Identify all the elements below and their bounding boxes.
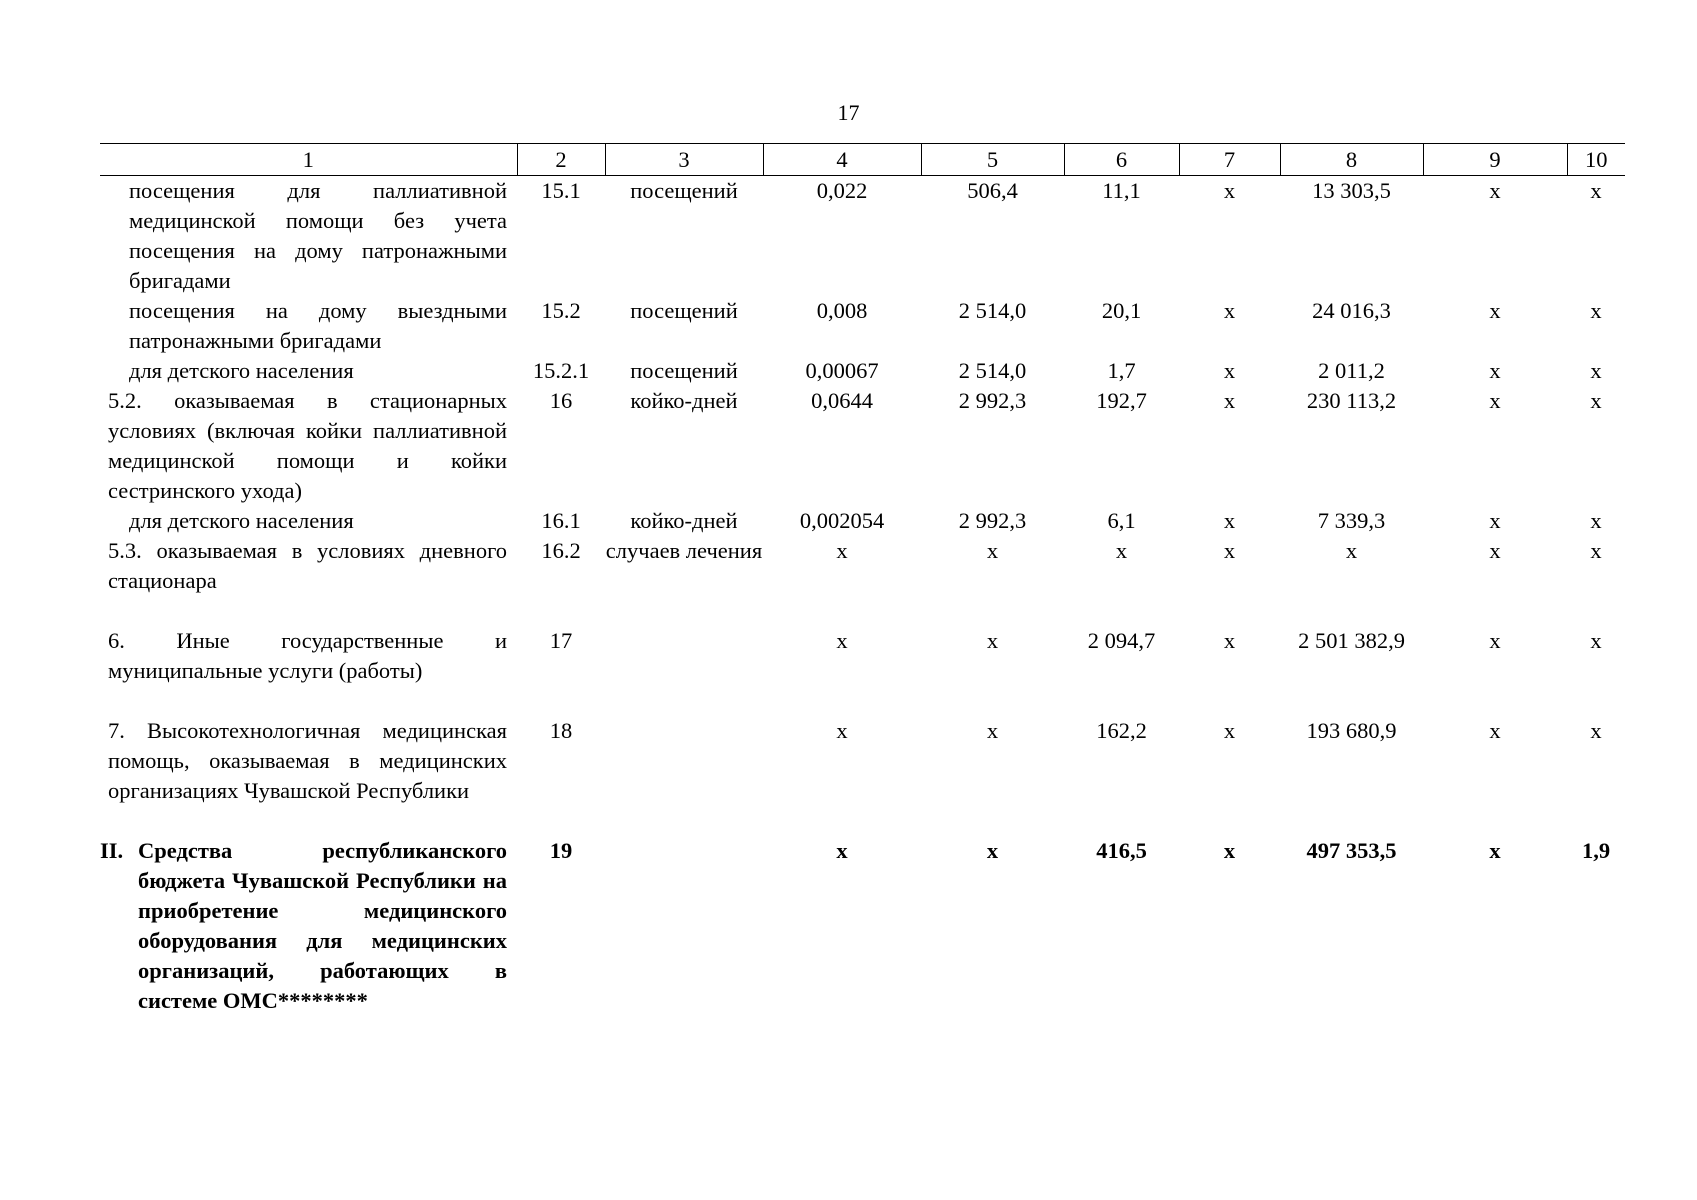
row-col-8: 7 339,3 [1317, 508, 1386, 533]
header-col-4: 4 [763, 144, 921, 176]
table-row-total [100, 836, 1625, 1016]
row-description: 5.3. оказываемая в условиях дневного стационара [108, 538, 507, 593]
row-col-9: х [1489, 508, 1501, 533]
row-unit: койко-дней [630, 388, 738, 413]
row-unit [605, 626, 763, 716]
row-col-6: 192,7 [1096, 388, 1147, 413]
row-col-8: 497 353,5 [1306, 838, 1397, 863]
row-line-number: 16.1 [541, 508, 581, 533]
row-unit [605, 716, 763, 836]
row-col-9: х [1489, 178, 1501, 203]
row-col-7: х [1223, 538, 1236, 563]
row-line-number: 18 [549, 718, 573, 743]
row-col-5: 2 514,0 [958, 298, 1027, 323]
row-col-8: 2 501 382,9 [1298, 628, 1405, 653]
row-col-7: х [1223, 838, 1236, 863]
row-col-6: 11,1 [1102, 178, 1141, 203]
row-unit: посещений [630, 298, 738, 323]
row-col-8: х [1345, 538, 1358, 563]
row-col-6: 162,2 [1096, 718, 1147, 743]
row-line-number: 15.2.1 [532, 358, 590, 383]
row-line-number: 16.2 [541, 538, 581, 563]
row-col-5: х [986, 838, 999, 863]
row-unit: посещений [630, 358, 738, 383]
header-col-10: 10 [1567, 144, 1625, 176]
row-col-7: х [1223, 718, 1236, 743]
row-col-7: х [1223, 178, 1236, 203]
section-number: II. [100, 838, 124, 863]
row-col-8: 230 113,2 [1306, 388, 1397, 413]
row-col-10: х [1590, 358, 1602, 383]
header-row [100, 144, 1625, 176]
row-col-9: х [1489, 388, 1501, 413]
section-title: Средства республиканского бюджета Чувашской Республики на приобретение медицинского оборудования для медицинских организаций, работающих в системе ОМС******** [138, 838, 507, 1013]
row-col-9: х [1489, 358, 1501, 383]
row-col-4: х [836, 628, 848, 653]
row-col-9: х [1489, 628, 1501, 653]
table-body [100, 176, 1625, 1017]
row-description: 7. Высокотехнологичная медицинская помощь, оказываемая в медицинских организациях Чувашской Республики [108, 718, 507, 803]
row-col-4: 0,022 [816, 178, 868, 203]
row-col-6: 2 094,7 [1087, 628, 1156, 653]
header-col-6: 6 [1064, 144, 1179, 176]
header-col-5: 5 [921, 144, 1064, 176]
row-col-10: х [1590, 538, 1602, 563]
row-line-number: 15.2 [541, 298, 581, 323]
row-col-4: х [836, 838, 848, 863]
row-description: для детского населения [129, 508, 354, 533]
row-col-4: 0,002054 [799, 508, 885, 533]
page-number: 17 [837, 100, 860, 125]
header-col-1: 1 [100, 144, 517, 176]
row-col-5: 506,4 [967, 178, 1018, 203]
table-row [100, 176, 1625, 297]
row-col-5: х [986, 718, 999, 743]
table-row [100, 386, 1625, 506]
table-row [100, 296, 1625, 356]
row-description: для детского населения [129, 358, 354, 383]
row-col-10: х [1590, 298, 1602, 323]
row-col-4: х [836, 718, 848, 743]
row-line-number: 19 [549, 838, 573, 863]
header-col-2: 2 [517, 144, 605, 176]
row-col-9: х [1489, 838, 1501, 863]
row-description: 6. Иные государственные и муниципальные услуги (работы) [108, 628, 507, 683]
row-col-8: 193 680,9 [1306, 718, 1397, 743]
section-heading [100, 836, 507, 1016]
row-line-number: 16 [549, 388, 573, 413]
table-header [100, 144, 1625, 176]
row-col-4: 0,008 [816, 298, 868, 323]
row-col-8: 13 303,5 [1312, 178, 1391, 203]
row-line-number: 15.1 [541, 178, 581, 203]
row-col-8: 24 016,3 [1312, 298, 1391, 323]
row-description: посещения для паллиативной медицинской помощи без учета посещения на дому патронажными бригадами [129, 178, 507, 293]
header-col-7: 7 [1179, 144, 1280, 176]
row-col-7: х [1223, 628, 1236, 653]
table-row [100, 626, 1625, 716]
row-col-6: 6,1 [1107, 508, 1136, 533]
row-col-9: х [1489, 538, 1501, 563]
row-col-5: 2 992,3 [958, 508, 1027, 533]
row-col-6: 20,1 [1101, 298, 1142, 323]
header-col-9: 9 [1423, 144, 1567, 176]
row-col-6: 416,5 [1096, 838, 1147, 863]
row-col-9: х [1489, 298, 1501, 323]
row-col-6: х [1115, 538, 1128, 563]
row-description: 5.2. оказываемая в стационарных условиях (включая койки паллиативной медицинской помощи и койки сестринского ухода) [108, 388, 507, 503]
row-col-4: 0,0644 [811, 388, 873, 413]
row-col-4: 0,00067 [805, 358, 879, 383]
row-col-7: х [1223, 388, 1236, 413]
row-unit: посещений [630, 178, 738, 203]
cost-table [100, 143, 1625, 1016]
table-row [100, 506, 1625, 536]
row-unit: койко-дней [630, 508, 738, 533]
row-col-10: х [1590, 628, 1602, 653]
row-col-8: 2 011,2 [1318, 358, 1385, 383]
table-row [100, 356, 1625, 386]
row-unit [605, 836, 763, 1016]
row-col-5: х [986, 538, 999, 563]
table-row [100, 716, 1625, 836]
row-unit: случаев лечения [605, 538, 763, 563]
row-description: посещения на дому выездными патронажными бригадами [129, 298, 507, 353]
row-line-number: 17 [549, 628, 573, 653]
row-col-5: 2 992,3 [958, 388, 1027, 413]
table-row [100, 536, 1625, 626]
row-col-4: х [836, 538, 848, 563]
row-col-10: х [1590, 508, 1602, 533]
row-col-7: х [1223, 508, 1236, 533]
row-col-10: 1,9 [1581, 838, 1611, 863]
row-col-10: х [1590, 718, 1602, 743]
row-col-7: х [1223, 358, 1236, 383]
row-col-10: х [1590, 178, 1602, 203]
header-col-3: 3 [605, 144, 763, 176]
row-description [100, 836, 517, 1016]
row-col-5: 2 514,0 [958, 358, 1027, 383]
header-col-8: 8 [1280, 144, 1423, 176]
row-col-5: х [986, 628, 999, 653]
row-col-9: х [1489, 718, 1501, 743]
row-col-10: х [1590, 388, 1602, 413]
row-col-7: х [1223, 298, 1236, 323]
row-col-6: 1,7 [1107, 358, 1136, 383]
